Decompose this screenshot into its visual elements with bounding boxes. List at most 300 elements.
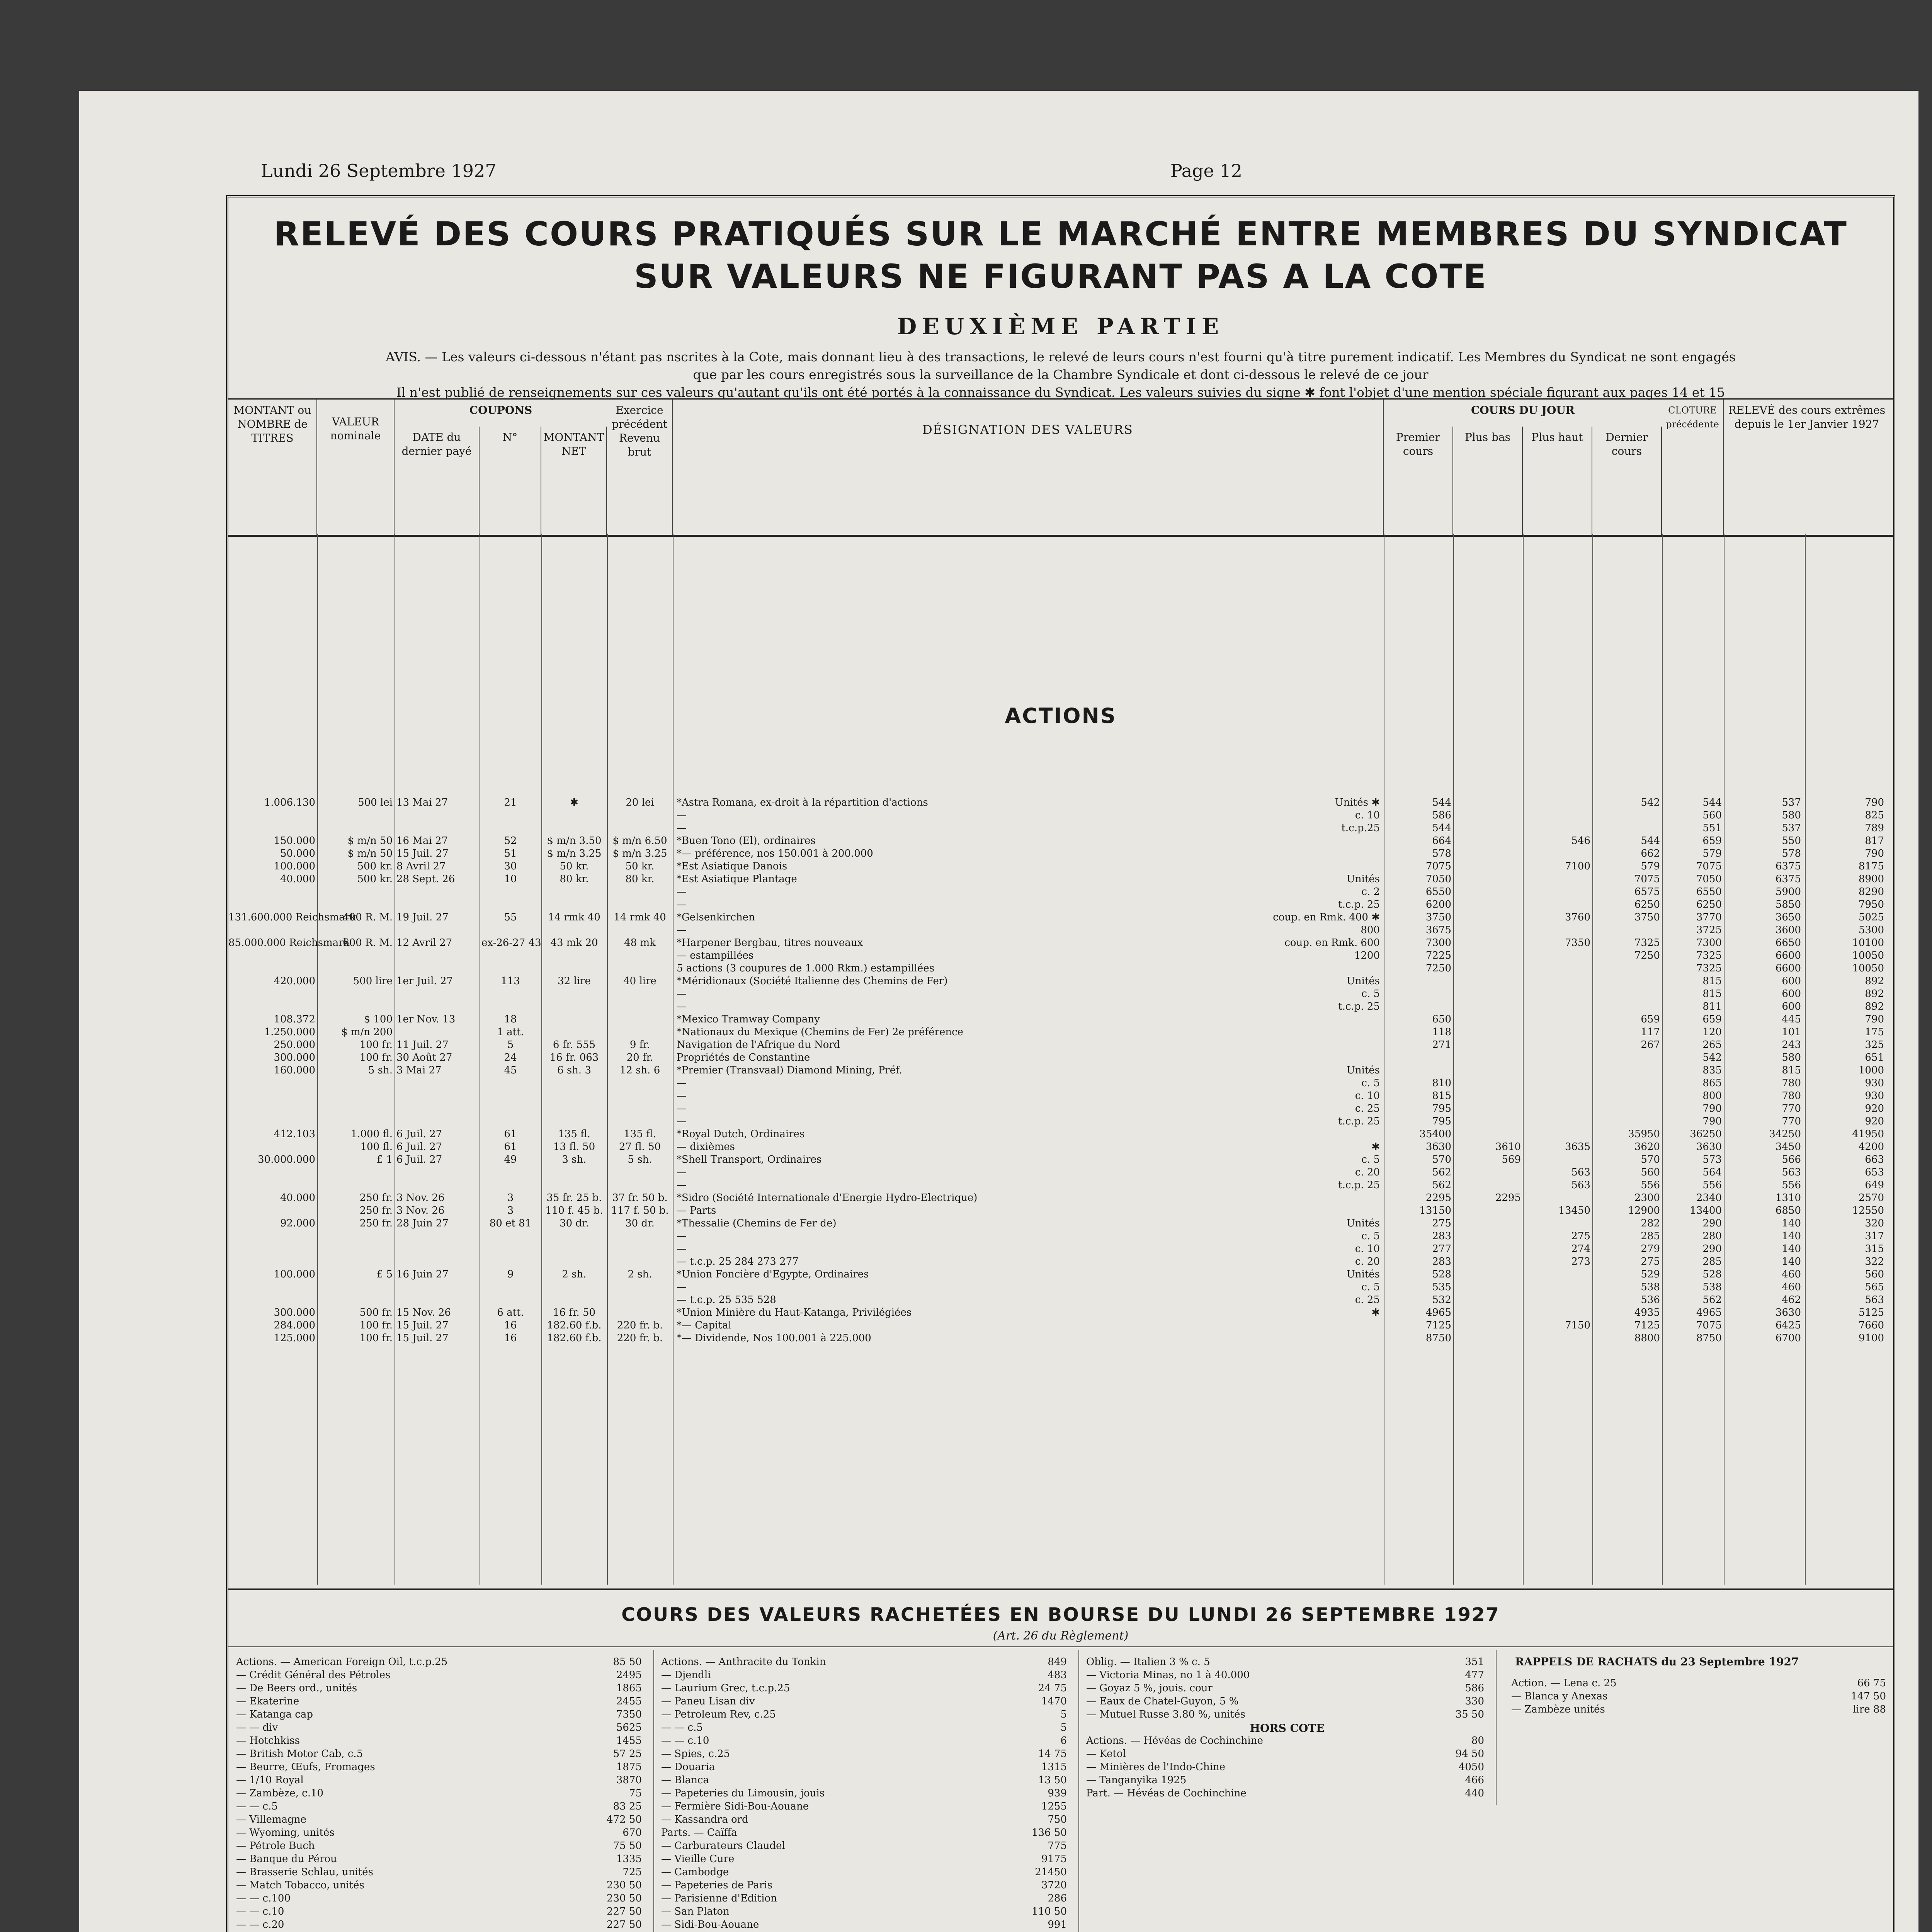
table-cell: 7050 [1425, 873, 1451, 885]
rachat-label: — San Platon [661, 1906, 730, 1917]
table-cell: *Premier (Transvaal) Diamond Mining, Préf. [677, 1065, 903, 1076]
rachat-label: — Djendli [661, 1669, 711, 1681]
table-cell: 5300 [1858, 924, 1884, 936]
rachat-value: 24 75 [1038, 1682, 1067, 1694]
table-cell: 815 [1702, 988, 1722, 1000]
table-cell: — dixièmes [677, 1141, 735, 1153]
rachat-label: — Beurre, Œufs, Fromages [236, 1761, 375, 1773]
table-cell: 528 [1702, 1269, 1722, 1280]
table-cell: 500 lei [358, 797, 393, 808]
table-cell: 563 [1571, 1179, 1590, 1191]
table-cell: 10050 [1852, 950, 1884, 961]
table-cell: 10100 [1852, 937, 1884, 949]
table-cell: 7075 [1696, 1320, 1722, 1331]
table-cell: 100 fr. [359, 1320, 393, 1331]
table-cell: 790 [1702, 1116, 1722, 1127]
table-cell: 817 [1865, 835, 1884, 847]
rachat-label: — Katanga cap [236, 1709, 313, 1720]
table-cell: 562 [1432, 1167, 1451, 1178]
table-cell: 283 [1432, 1256, 1451, 1267]
table-cell: 140 [1782, 1243, 1801, 1255]
table-cell: 118 [1432, 1026, 1451, 1038]
rachat-label: — British Motor Cab, c.5 [236, 1748, 363, 1760]
rachat-value: 13 50 [1038, 1774, 1067, 1786]
table-cell: 20 lei [626, 797, 654, 808]
table-cell: 6650 [1775, 937, 1801, 949]
table-cell: 550 [1782, 835, 1801, 847]
table-cell: *Harpener Bergbau, titres nouveaux [677, 937, 863, 949]
rachat-label: — Blanca [661, 1774, 709, 1786]
table-cell: 6375 [1775, 873, 1801, 885]
table-cell: 290 [1702, 1218, 1722, 1229]
rachat-value: 286 [1048, 1893, 1067, 1904]
avis-line-1: AVIS. — Les valeurs ci-dessous n'étant pas nscrites à la Cote, mais donnant lieu à des transactions, le relevé de leurs cours n'est fourni qu'à titre purement indicatif. Les Membres du Syndicat ne sont engagés [386, 349, 1736, 364]
table-cell: 28 Sept. 26 [396, 873, 455, 885]
table-row [228, 1128, 1893, 1141]
table-cell: 30 [504, 861, 517, 872]
rachat-value: 83 25 [613, 1801, 642, 1812]
header-exercice: Exercice précédent Revenu brut [607, 400, 673, 535]
table-cell: 13 Mai 27 [396, 797, 448, 808]
table-cell: 1er Nov. 13 [396, 1014, 456, 1025]
rachat-value: 1335 [616, 1853, 642, 1865]
table-cell: 13 fl. 50 [553, 1141, 595, 1153]
table-cell: 6375 [1775, 861, 1801, 872]
rachat-label: — Pétrole Buch [236, 1840, 315, 1852]
table-cell: c. 25 [1355, 1103, 1380, 1114]
table-cell: 537 [1782, 797, 1801, 808]
table-cell: 6 Juil. 27 [396, 1141, 442, 1153]
rachat-label: Part. — Hévéas de Cochinchine [1086, 1787, 1247, 1799]
table-cell: 600 [1782, 1001, 1801, 1012]
table-cell: 5 sh. [368, 1065, 393, 1076]
table-cell: 100 fl. [360, 1141, 393, 1153]
table-cell: 317 [1865, 1230, 1884, 1242]
rachat-label: — — div [236, 1722, 278, 1733]
table-cell: 6250 [1696, 899, 1722, 910]
table-cell: 500 lire [353, 975, 393, 987]
rachat-label: — Ketol [1086, 1748, 1126, 1760]
table-cell: 320 [1865, 1218, 1884, 1229]
table-cell: 651 [1865, 1052, 1884, 1063]
table-cell: 500 kr. [357, 861, 393, 872]
rachat-value: 440 [1465, 1787, 1484, 1799]
table-cell: 85.000.000 Reichsmark [228, 937, 350, 949]
table-cell: 250 fr. [359, 1205, 393, 1216]
rachat-value: 1315 [1041, 1761, 1067, 1773]
rachat-value: 477 [1465, 1669, 1484, 1681]
table-row [228, 1306, 1893, 1319]
rachat-label: — Wyoming, unités [236, 1827, 335, 1838]
rachat-value: 849 [1048, 1656, 1067, 1668]
table-cell: 535 [1432, 1281, 1451, 1293]
table-cell: 544 [1702, 797, 1722, 808]
table-cell: 1 att. [497, 1026, 524, 1038]
table-cell: 140 [1782, 1230, 1801, 1242]
avis-line-2: que par les cours enregistrés sous la surveillance de la Chambre Syndicale et dont ci-dessous le relevé de ce jour [693, 367, 1429, 382]
table-cell: 322 [1865, 1256, 1884, 1267]
table-cell: ✱ [1371, 1307, 1380, 1318]
table-cell: — [677, 822, 687, 834]
table-cell: $ m/n 50 [347, 835, 393, 847]
rachat-label: — Crédit Général des Pétroles [236, 1669, 391, 1681]
rachat-value: 750 [1048, 1814, 1067, 1825]
table-cell: 27 fl. 50 [619, 1141, 661, 1153]
rachat-value: 1455 [616, 1735, 642, 1747]
table-cell: 7325 [1696, 963, 1722, 974]
table-cell: 2300 [1634, 1192, 1660, 1204]
table-cell: 117 [1641, 1026, 1660, 1038]
rachat-value: 2495 [616, 1669, 642, 1681]
table-cell: 100 fr. [359, 1039, 393, 1051]
table-cell: 3675 [1425, 924, 1451, 936]
rachat-label: — Papeteries de Paris [661, 1879, 772, 1891]
table-row [228, 1102, 1893, 1115]
table-cell: 537 [1782, 822, 1801, 834]
table-cell: c. 25 [1355, 1294, 1380, 1306]
table-cell: 9 [507, 1269, 514, 1280]
table-cell: 2570 [1858, 1192, 1884, 1204]
table-row [228, 988, 1893, 1000]
table-cell: ex-26-27 43 [481, 937, 541, 949]
rachat-label: — Match Tobacco, unités [236, 1879, 364, 1891]
table-cell: 7075 [1696, 861, 1722, 872]
table-cell: 30.000.000 [258, 1154, 315, 1165]
table-row [228, 886, 1893, 898]
table-cell: 400 R. M. [343, 912, 393, 923]
table-cell: 563 [1782, 1167, 1801, 1178]
table-cell: 35400 [1419, 1128, 1451, 1140]
rachat-label: — Victoria Minas, no 1 à 40.000 [1086, 1669, 1250, 1681]
table-cell: *Buen Tono (El), ordinaires [677, 835, 816, 847]
table-cell: 274 [1571, 1243, 1590, 1255]
table-cell: 9 fr. [629, 1039, 650, 1051]
table-cell: 825 [1865, 810, 1884, 821]
table-cell: 412.103 [274, 1128, 315, 1140]
table-cell: 140 [1782, 1218, 1801, 1229]
table-cell: — [677, 924, 687, 936]
table-cell: 662 [1641, 848, 1660, 859]
table-cell: 125.000 [274, 1332, 315, 1344]
table-cell: 835 [1702, 1065, 1722, 1076]
table-cell: 6250 [1634, 899, 1660, 910]
table-cell: 12900 [1628, 1205, 1660, 1216]
table-cell: 3 Nov. 26 [396, 1205, 445, 1216]
table-cell: 578 [1782, 848, 1801, 859]
table-cell: 790 [1865, 797, 1884, 808]
table-cell: 4935 [1634, 1307, 1660, 1318]
header-cloture: CLOTURE précédente [1662, 400, 1724, 535]
table-cell: 13400 [1690, 1205, 1722, 1216]
table-cell: 100.000 [274, 861, 315, 872]
header-montant: MONTANT ou NOMBRE de TITRES [228, 400, 317, 535]
table-cell: *Nationaux du Mexique (Chemins de Fer) 2e préférence [677, 1026, 964, 1038]
table-cell: 285 [1702, 1256, 1722, 1267]
table-cell: 544 [1641, 835, 1660, 847]
rachat-label: — — c.5 [661, 1722, 703, 1733]
rachat-label: Actions. — Anthracite du Tonkin [661, 1656, 826, 1668]
table-cell: 18 [504, 1014, 517, 1025]
table-cell: 4965 [1425, 1307, 1451, 1318]
table-cell: 16 Juin 27 [396, 1269, 449, 1280]
table-cell: 55 [504, 912, 517, 923]
table-cell: c. 5 [1361, 1230, 1380, 1242]
table-cell: 61 [504, 1128, 517, 1140]
table-cell: c. 5 [1361, 988, 1380, 1000]
rappel-rachat-label: — Blanca y Anexas [1511, 1690, 1608, 1702]
table-cell: 7125 [1425, 1320, 1451, 1331]
rachat-value: 991 [1048, 1919, 1067, 1930]
table-cell: coup. en Rmk. 400 ✱ [1273, 912, 1380, 923]
table-cell: 220 fr. b. [617, 1332, 663, 1344]
table-cell: 892 [1865, 988, 1884, 1000]
table-cell: Navigation de l'Afrique du Nord [677, 1039, 840, 1051]
rachat-label: — Sidi-Bou-Aouane [661, 1919, 759, 1930]
table-cell: 580 [1782, 810, 1801, 821]
rachat-label: Actions. — Hévéas de Cochinchine [1086, 1735, 1263, 1747]
table-row [228, 847, 1893, 860]
table-cell: 15 Juil. 27 [396, 848, 449, 859]
rachat-label: — Petroleum Rev, c.25 [661, 1709, 776, 1720]
table-cell: 4965 [1696, 1307, 1722, 1318]
table-row [228, 937, 1893, 949]
rappel-rachat-label: Action. — Lena c. 25 [1511, 1677, 1617, 1689]
table-row [228, 1217, 1893, 1230]
table-cell: Unités [1346, 1218, 1380, 1229]
table-cell: 1200 [1354, 950, 1380, 961]
rachat-label: — Banque du Pérou [236, 1853, 337, 1865]
table-cell: ✱ [1371, 1141, 1380, 1153]
table-cell: 815 [1702, 975, 1722, 987]
rachat-value: 230 50 [607, 1893, 642, 1904]
table-row [228, 809, 1893, 822]
header-premier: Premier cours [1384, 427, 1453, 535]
rachat-value: 5 [1060, 1709, 1067, 1720]
table-cell: — [677, 1230, 687, 1242]
table-cell: 544 [1432, 797, 1451, 808]
table-cell: 15 Juil. 27 [396, 1320, 449, 1331]
table-cell: 3 [507, 1205, 514, 1216]
table-cell: 290 [1702, 1243, 1722, 1255]
table-cell: 34250 [1769, 1128, 1801, 1140]
table-cell: 277 [1432, 1243, 1451, 1255]
table-cell: 3 [507, 1192, 514, 1204]
table-cell: 865 [1702, 1077, 1722, 1089]
rachat-value: 21450 [1035, 1866, 1067, 1878]
table-cell: 21 [504, 797, 517, 808]
rachat-label: — Carburateurs Claudel [661, 1840, 785, 1852]
table-cell: 5850 [1775, 899, 1801, 910]
table-cell: 10 [504, 873, 517, 885]
table-cell: 50.000 [280, 848, 315, 859]
table-cell: 445 [1782, 1014, 1801, 1025]
table-cell: *Thessalie (Chemins de Fer de) [677, 1218, 837, 1229]
rachat-label: Oblig. — Italien 3 % c. 5 [1086, 1656, 1210, 1668]
rachat-value: 230 50 [607, 1879, 642, 1891]
table-cell: — [677, 1243, 687, 1255]
header-date: DATE du dernier payé [395, 427, 480, 535]
table-cell: 11 Juil. 27 [396, 1039, 449, 1051]
table-cell: $ 100 [364, 1014, 393, 1025]
rachat-value: 2455 [616, 1696, 642, 1707]
table-cell: c. 20 [1355, 1256, 1380, 1267]
table-cell: 51 [504, 848, 517, 859]
table-cell: Unités [1346, 873, 1380, 885]
table-cell: 6 Juil. 27 [396, 1154, 442, 1165]
rachat-label: — Fermière Sidi-Bou-Aouane [661, 1801, 809, 1812]
table-cell: 250 fr. [359, 1192, 393, 1204]
table-cell: 789 [1865, 822, 1884, 834]
table-cell: c. 5 [1361, 1281, 1380, 1293]
table-cell: 7075 [1425, 861, 1451, 872]
table-cell: — Parts [677, 1205, 716, 1216]
table-cell: 566 [1782, 1154, 1801, 1165]
table-cell: 600 [1782, 988, 1801, 1000]
table-cell: c. 10 [1355, 1090, 1380, 1102]
header-coupons: COUPONS [469, 404, 532, 417]
table-cell: 265 [1702, 1039, 1722, 1051]
table-cell: 6575 [1634, 886, 1660, 898]
rachat-value: 1255 [1041, 1801, 1067, 1812]
rachat-value: 1875 [616, 1761, 642, 1773]
table-cell: 892 [1865, 975, 1884, 987]
table-cell: c. 5 [1361, 1077, 1380, 1089]
table-cell: ✱ [570, 797, 578, 808]
table-cell: *Union Minière du Haut-Katanga, Privilégiées [677, 1307, 912, 1318]
newspaper-page [79, 91, 1918, 1932]
rachat-value: 227 50 [607, 1919, 642, 1930]
table-cell: 810 [1432, 1077, 1451, 1089]
table-cell: 14 rmk 40 [614, 912, 666, 923]
table-cell: — [677, 1281, 687, 1293]
rachat-label: — Ekaterine [236, 1696, 299, 1707]
rachat-label: — Goyaz 5 %, jouis. cour [1086, 1682, 1213, 1694]
rachat-label: — Minières de l'Indo-Chine [1086, 1761, 1226, 1773]
table-cell: $ m/n 6.50 [612, 835, 667, 847]
table-cell: 8750 [1696, 1332, 1722, 1344]
rachat-label: — Cambodge [661, 1866, 729, 1878]
table-cell: £ 1 [376, 1154, 393, 1165]
col-rule [1496, 1650, 1497, 1805]
table-cell: 275 [1571, 1230, 1590, 1242]
header-releve: RELEVÉ des cours extrêmes depuis le 1er Janvier 1927 [1728, 404, 1886, 430]
table-cell: 2 sh. [562, 1269, 587, 1280]
table-row [228, 898, 1893, 911]
table-cell: *Astra Romana, ex-droit à la répartition d'actions [677, 797, 928, 808]
table-cell: 182.60 f.b. [547, 1332, 602, 1344]
table-cell: 790 [1702, 1103, 1722, 1114]
table-cell: 271 [1432, 1039, 1451, 1051]
table-cell: 13450 [1558, 1205, 1590, 1216]
table-cell: 5025 [1858, 912, 1884, 923]
rachat-label: — 1/10 Royal [236, 1774, 304, 1786]
table-cell: 815 [1432, 1090, 1451, 1102]
rappel-rachat-label: — Zambèze unités [1511, 1704, 1605, 1715]
rachat-label: Actions. — American Foreign Oil, t.c.p.25 [236, 1656, 448, 1668]
table-row [228, 1026, 1893, 1039]
rappels-rachats-title: RAPPELS DE RACHATS du 23 Septembre 1927 [1515, 1655, 1799, 1668]
table-cell: 41950 [1852, 1128, 1884, 1140]
table-cell: 24 [504, 1052, 517, 1063]
table-cell: 267 [1641, 1039, 1660, 1051]
rachat-label: — Kassandra ord [661, 1814, 748, 1825]
table-cell: 100 fr. [359, 1052, 393, 1063]
rachat-label: — Paneu Lisan div [661, 1696, 755, 1707]
table-cell: t.c.p. 25 [1338, 1179, 1380, 1191]
rachat-label: — — c.5 [236, 1801, 278, 1812]
table-cell: 9100 [1858, 1332, 1884, 1344]
table-cell: 49 [504, 1154, 517, 1165]
table-cell: 800 [1702, 1090, 1722, 1102]
table-cell: 43 mk 20 [550, 937, 598, 949]
table-cell: 7250 [1634, 950, 1660, 961]
table-cell: — [677, 1116, 687, 1127]
header-designation: DÉSIGNATION DES VALEURS [673, 400, 1384, 535]
table-cell: 529 [1641, 1269, 1660, 1280]
table-cell: 811 [1702, 1001, 1722, 1012]
table-cell: 7225 [1425, 950, 1451, 961]
table-cell: 1er Juil. 27 [396, 975, 453, 987]
table-row [228, 1281, 1893, 1294]
rachat-label: — Spies, c.25 [661, 1748, 730, 1760]
rachat-value: 75 50 [613, 1840, 642, 1852]
actions-heading: ACTIONS [1005, 704, 1117, 728]
table-cell: 500 kr. [357, 873, 393, 885]
table-cell: 2295 [1425, 1192, 1451, 1204]
table-cell: 573 [1702, 1154, 1722, 1165]
table-cell: 556 [1641, 1179, 1660, 1191]
table-cell: 300.000 [274, 1052, 315, 1063]
table-cell: 538 [1641, 1281, 1660, 1293]
table-cell: 275 [1432, 1218, 1451, 1229]
table-cell: 920 [1865, 1116, 1884, 1127]
table-cell: 3770 [1696, 912, 1722, 923]
table-cell: 275 [1641, 1256, 1660, 1267]
table-cell: 16 [504, 1320, 517, 1331]
table-cell: 3 Mai 27 [396, 1065, 442, 1076]
table-cell: 220 fr. b. [617, 1320, 663, 1331]
rachat-value: 586 [1465, 1682, 1484, 1694]
table-cell: 7325 [1696, 950, 1722, 961]
rachat-value: 94 50 [1455, 1748, 1484, 1760]
table-cell: 150.000 [274, 835, 315, 847]
header-cours-du-jour: COURS DU JOUR [1471, 404, 1575, 417]
table-cell: 538 [1702, 1281, 1722, 1293]
page-title [228, 213, 1893, 298]
table-cell: 6 Juil. 27 [396, 1128, 442, 1140]
table-cell: 280 [1702, 1230, 1722, 1242]
table-cell: 770 [1782, 1103, 1801, 1114]
table-cell: 5 actions (3 coupures de 1.000 Rkm.) estampillées [677, 963, 935, 974]
table-cell: 45 [504, 1065, 517, 1076]
table-row [228, 1077, 1893, 1090]
table-cell: 930 [1865, 1077, 1884, 1089]
table-cell: 283 [1432, 1230, 1451, 1242]
table-cell: 30 Août 27 [396, 1052, 452, 1063]
rachat-value: 110 50 [1032, 1906, 1067, 1917]
table-cell: 780 [1782, 1077, 1801, 1089]
table-cell: 30 dr. [560, 1218, 589, 1229]
table-row [228, 1013, 1893, 1026]
table-cell: 80 et 81 [489, 1218, 532, 1229]
table-cell: 40.000 [280, 1192, 315, 1204]
table-cell: 569 [1502, 1154, 1521, 1165]
table-cell: 3450 [1775, 1141, 1801, 1153]
rachat-label: — — c.20 [236, 1919, 284, 1930]
rachat-label: — — c.10 [661, 1735, 709, 1747]
table-cell: 3760 [1565, 912, 1590, 923]
table-cell: *— préférence, nos 150.001 à 200.000 [677, 848, 873, 859]
